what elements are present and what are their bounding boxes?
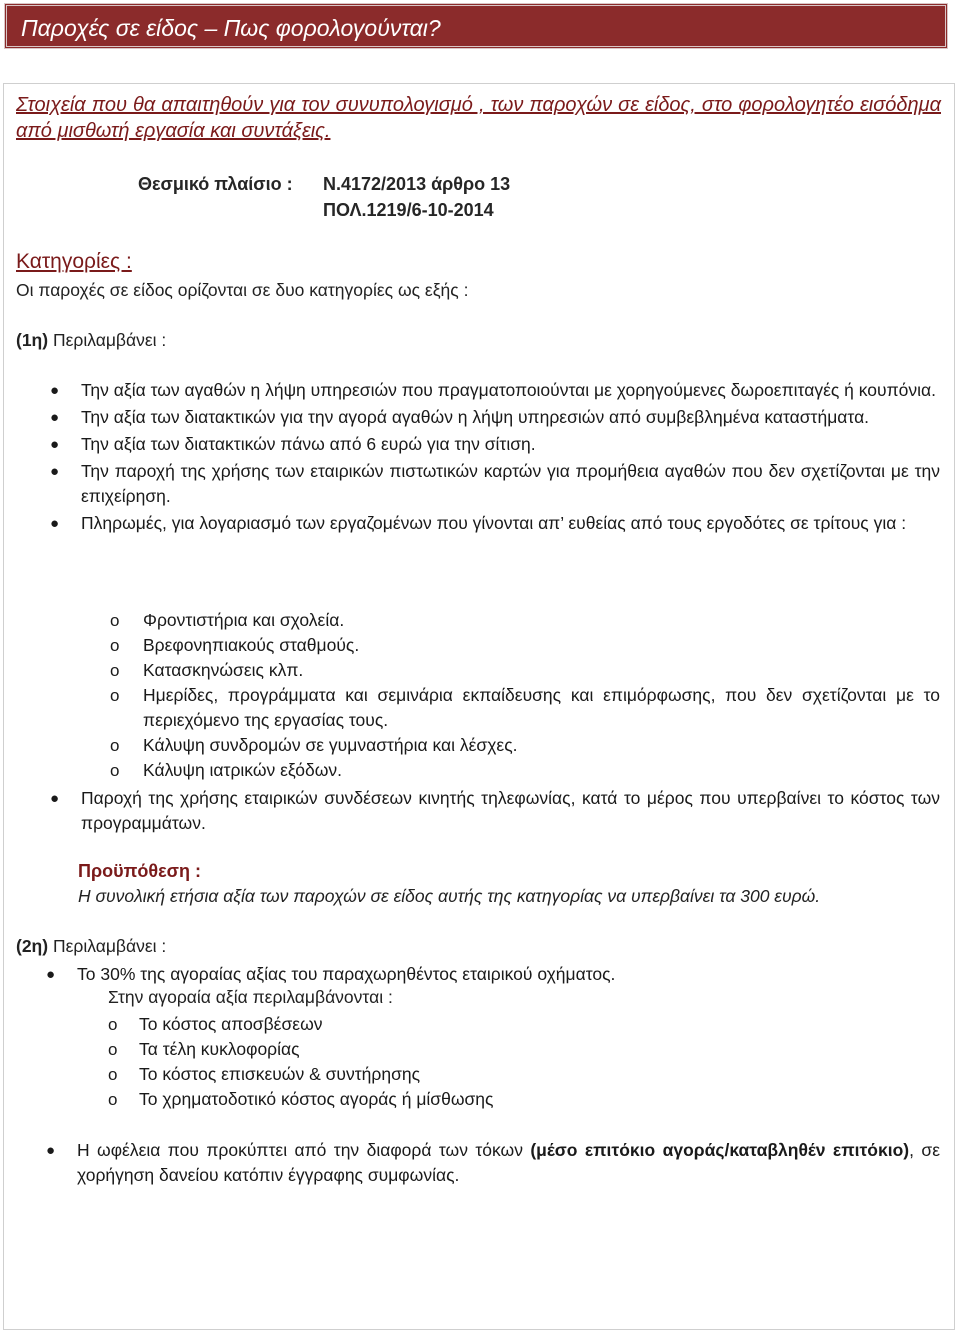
bullet-icon: ● [50, 515, 60, 532]
circle-bullet-icon: o [108, 1090, 118, 1109]
category-2-number: (2η) [16, 936, 49, 956]
category-1-number: (1η) [16, 330, 49, 350]
category-2-includes: Περιλαμβάνει : [48, 936, 167, 956]
condition-heading: Προϋπόθεση : [78, 861, 201, 881]
list-item [50, 511, 940, 536]
market-value-label: Στην αγοραία αξία περιλαμβάνονται : [108, 987, 393, 1007]
bullet-icon: ● [50, 790, 60, 807]
circle-bullet-icon: o [110, 611, 120, 630]
circle-bullet-icon: o [110, 636, 120, 655]
sub-list-item-text: Κάλυψη συνδρομών σε γυμναστήρια και λέσχες. [143, 735, 518, 755]
list-item-text: Την αξία των διατακτικών για την αγορά αγαθών η λήψη υπηρεσιών από συμβεβλημένα καταστήματα. [81, 407, 870, 427]
sub-list-item-text: Το κόστος επισκευών & συντήρησης [139, 1064, 421, 1084]
circle-bullet-icon: o [110, 686, 120, 705]
circle-bullet-icon: o [110, 736, 120, 755]
bullet-icon: ● [50, 436, 60, 453]
bullet-icon: ● [46, 966, 56, 983]
categories-description: Οι παροχές σε είδος ορίζονται σε δυο κατηγορίες ως εξής : [16, 280, 469, 300]
list-item [50, 459, 940, 509]
circle-bullet-icon: o [108, 1040, 118, 1059]
sub-list-item-text: Βρεφονηπιακούς σταθμούς. [143, 635, 360, 655]
list-item-text: Πληρωμές, για λογαριασμό των εργαζομένων που γίνονται απ’ ευθείας από τους εργοδότες σε τρίτους για : [81, 513, 907, 533]
list-item [46, 962, 940, 987]
sub-list-item [110, 733, 940, 758]
framework-label: Θεσμικό πλαίσιο : [138, 174, 293, 194]
page-header-banner [4, 3, 948, 49]
sub-list-item [110, 658, 940, 683]
list-item [50, 405, 940, 430]
sub-list-item [110, 608, 940, 633]
circle-bullet-icon: o [110, 661, 120, 680]
category-2-label [16, 936, 166, 957]
list-item-text: Την παροχή της χρήσης των εταιρικών πιστωτικών καρτών για προμήθεια αγαθών που δεν σχετίζονται με την επιχείρηση. [81, 461, 940, 506]
category-2-sublist [108, 1012, 908, 1112]
list-item-text: Την αξία των διατακτικών πάνω από 6 ευρώ για την σίτιση. [81, 434, 536, 454]
sub-list-item [110, 758, 940, 783]
page-title: Παροχές σε είδος – Πως φορολογούνται? [21, 15, 441, 41]
framework-circular: ΠΟΛ.1219/6-10-2014 [323, 200, 494, 220]
list-item-text-end: , σε χορήγηση δανείου κατόπιν έγγραφης συμφωνίας. [77, 1140, 940, 1185]
sub-list-item-text: Το χρηματοδοτικό κόστος αγοράς ή μίσθωσης [139, 1089, 494, 1109]
bullet-icon: ● [46, 1142, 56, 1159]
sub-list-item [108, 1062, 908, 1087]
list-item-text-bold: (μέσο επιτόκιο αγοράς/καταβληθέν επιτόκιο) [530, 1140, 910, 1160]
condition-text: Η συνολική ετήσια αξία των παροχών σε είδος αυτής της κατηγορίας να υπερβαίνει τα 300 ευρώ. [78, 886, 821, 906]
circle-bullet-icon: o [108, 1065, 118, 1084]
bullet-icon: ● [50, 409, 60, 426]
category-1-sublist [110, 608, 940, 783]
sub-list-item [108, 1037, 908, 1062]
list-item [50, 432, 940, 457]
intro-text: Στοιχεία που θα απαιτηθούν για τον συνυπολογισμό , των παροχών σε είδος, στο φορολογητέο εισόδημα από μισθωτή εργασία και συντάξεις. [16, 94, 941, 142]
category-2-list-2 [46, 1138, 940, 1188]
category-1-list [50, 378, 940, 536]
list-item-text: Παροχή της χρήσης εταιρικών συνδέσεων κινητής τηλεφωνίας, κατά το μέρος που υπερβαίνει το κόστος των προγραμμάτων. [81, 788, 940, 833]
sub-list-item-text: Κατασκηνώσεις κλπ. [143, 660, 304, 680]
list-item [50, 786, 940, 836]
categories-heading: Κατηγορίες : [16, 250, 132, 273]
list-item [46, 1138, 940, 1188]
circle-bullet-icon: o [110, 761, 120, 780]
sub-list-item-text: Φροντιστήρια και σχολεία. [143, 610, 345, 630]
category-2-list [46, 962, 940, 987]
bullet-icon: ● [50, 382, 60, 399]
sub-list-item [110, 633, 940, 658]
sub-list-item-text: Τα τέλη κυκλοφορίας [139, 1039, 300, 1059]
bullet-icon: ● [50, 463, 60, 480]
sub-list-item [110, 683, 940, 733]
category-1-last-list [50, 786, 940, 836]
list-item-text: Την αξία των αγαθών η λήψη υπηρεσιών που πραγματοποιούνται με χορηγούμενες δωροεπιταγές ή κουπόνια. [81, 380, 937, 400]
list-item-text-start: Η ωφέλεια που προκύπτει από την διαφορά των τόκων [77, 1140, 531, 1160]
sub-list-item [108, 1087, 908, 1112]
category-1-includes: Περιλαμβάνει : [48, 330, 167, 350]
list-item [50, 378, 940, 403]
sub-list-item-text: Ημερίδες, προγράμματα και σεμινάρια εκπαίδευσης και επιμόρφωσης, που δεν σχετίζονται με το περιεχόμενο της εργασίας τους. [143, 685, 940, 730]
sub-list-item-text: Το κόστος αποσβέσεων [139, 1014, 323, 1034]
sub-list-item-text: Κάλυψη ιατρικών εξόδων. [143, 760, 343, 780]
category-1-label [16, 330, 166, 351]
list-item-text: Το 30% της αγοραίας αξίας του παραχωρηθέντος εταιρικού οχήματος. [77, 964, 616, 984]
framework-law: Ν.4172/2013 άρθρο 13 [323, 174, 511, 194]
circle-bullet-icon: o [108, 1015, 118, 1034]
sub-list-item [108, 1012, 908, 1037]
